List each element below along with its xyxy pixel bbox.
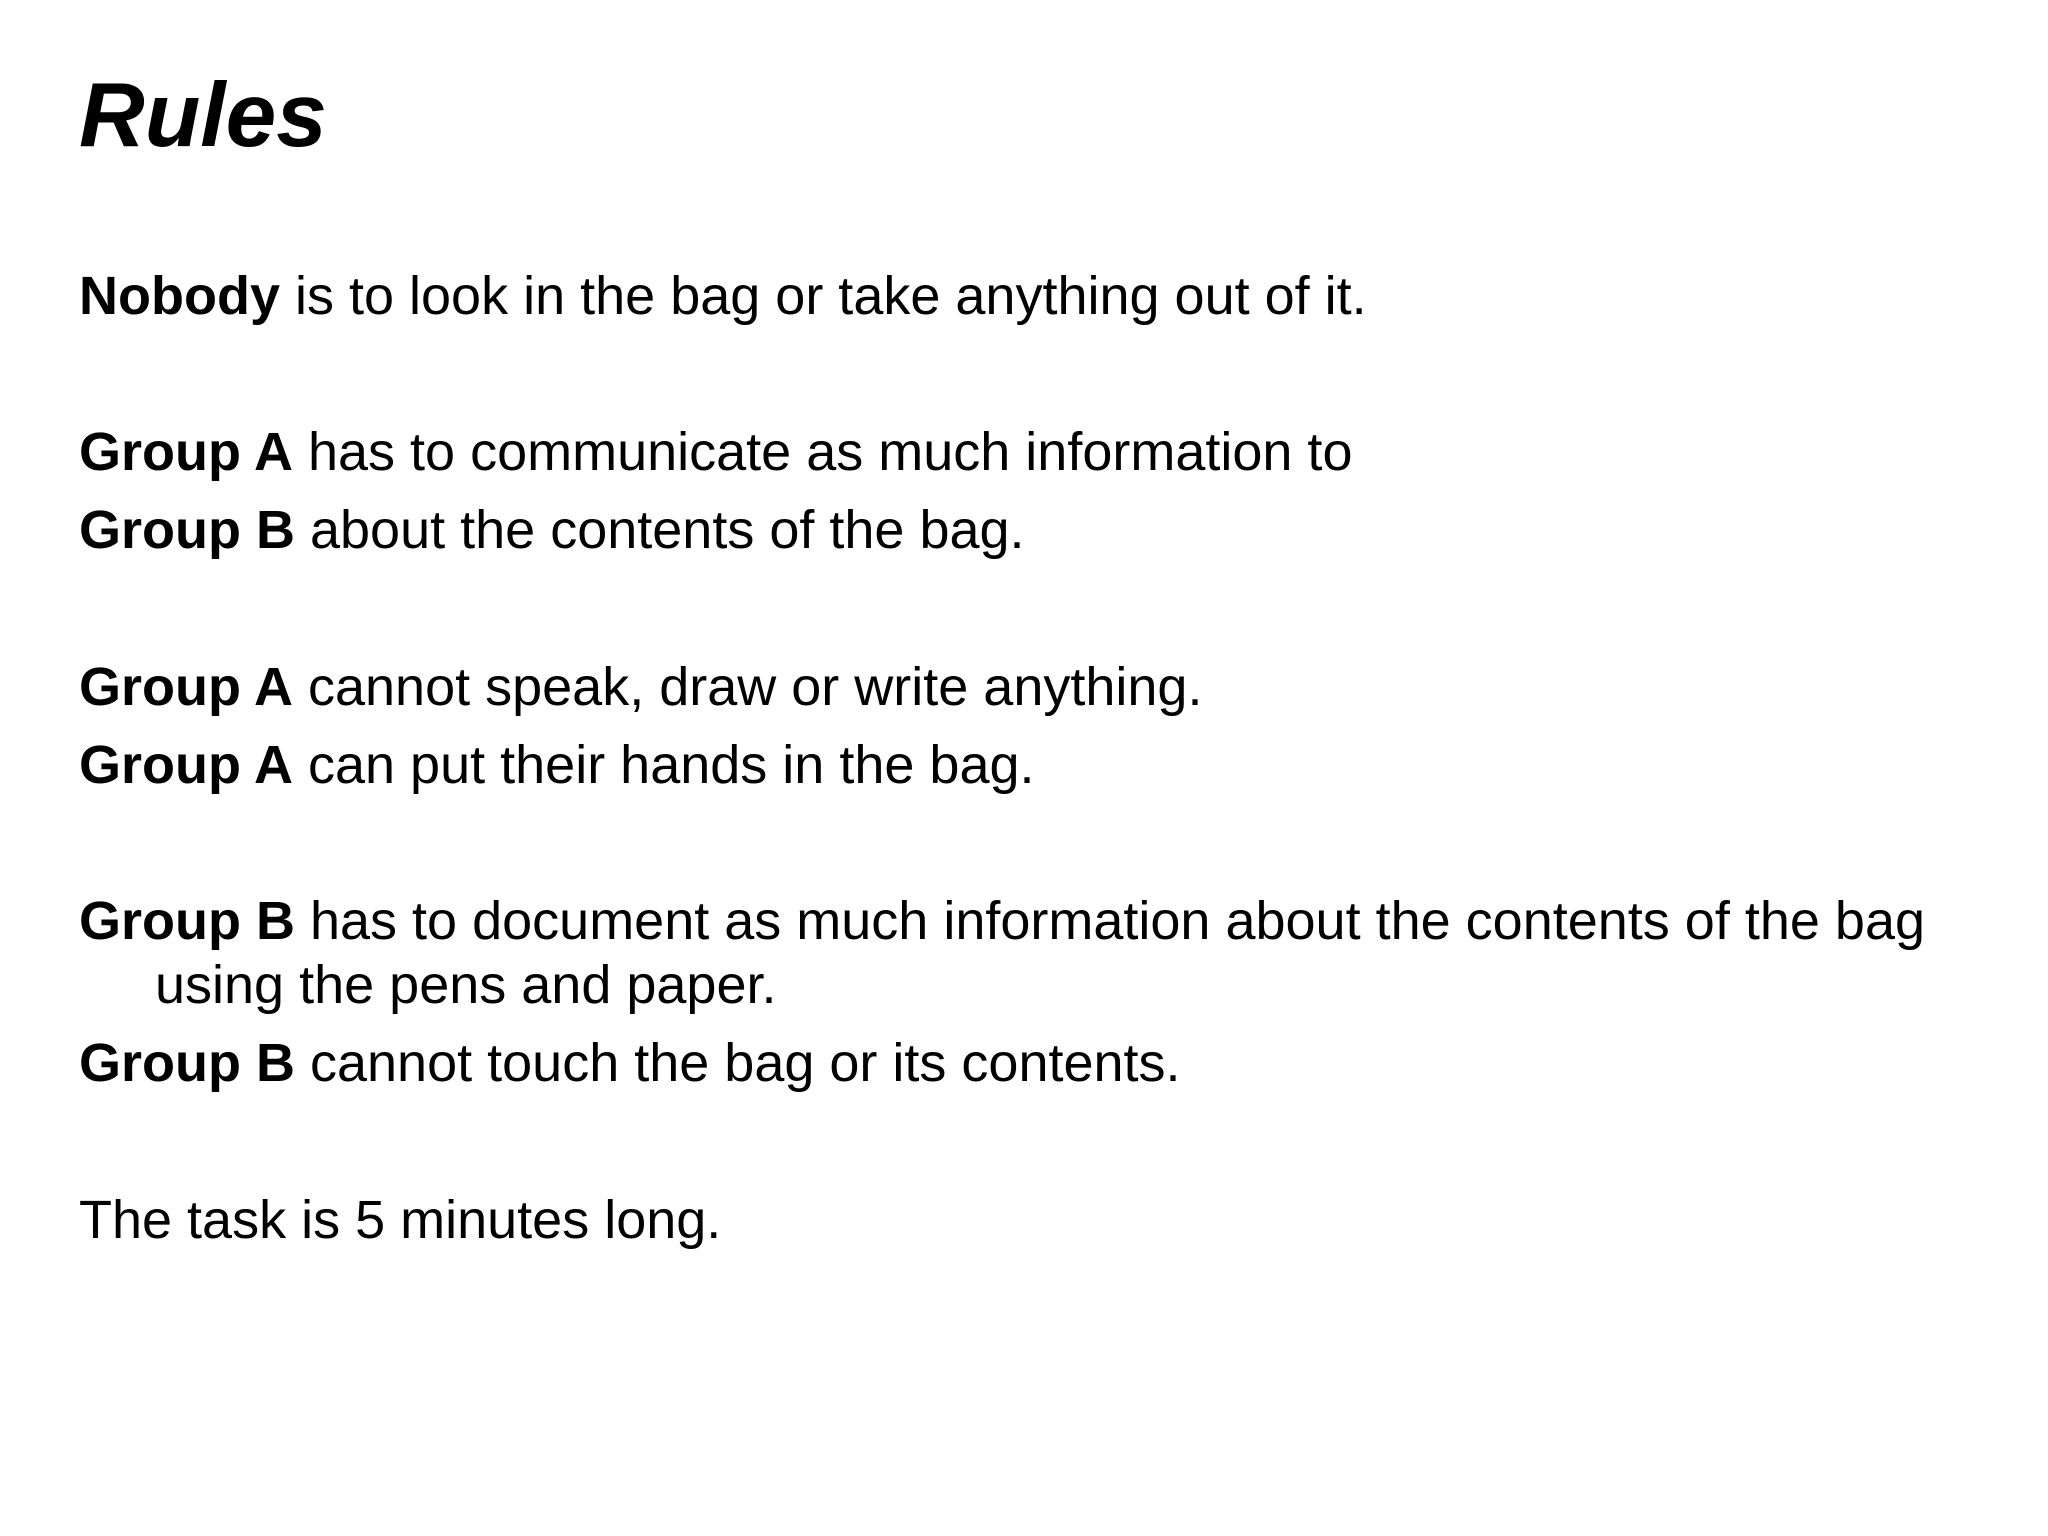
rule-text: has to document as much information about the contents of the bag (294, 891, 1926, 951)
rule-line-group-b-contents (79, 498, 1025, 562)
rule-subject: Group A (79, 735, 293, 795)
rule-text: has to communicate as much information to (292, 422, 1353, 482)
rule-line-group-a-cannot-speak (79, 655, 1202, 719)
rule-line-group-a-communicate (79, 420, 1352, 484)
rule-subject: Group B (79, 1033, 295, 1093)
rule-subject: Group B (79, 891, 295, 951)
rule-text: using the pens and paper. (155, 955, 777, 1015)
slide-title: Rules (79, 65, 327, 166)
rule-text: can put their hands in the bag. (292, 735, 1035, 795)
rule-subject: Nobody (79, 266, 280, 326)
rule-text: cannot touch the bag or its contents. (294, 1033, 1181, 1093)
rule-subject: Group B (79, 500, 295, 560)
rule-line-group-b-cannot-touch (79, 1031, 1181, 1095)
rule-text: cannot speak, draw or write anything. (292, 657, 1203, 717)
rule-subject: Group A (79, 422, 293, 482)
rule-line-group-b-document (79, 889, 1925, 953)
rule-line-continuation (155, 953, 777, 1017)
rule-subject: Group A (79, 657, 293, 717)
rule-line-duration (79, 1188, 721, 1252)
rule-line-nobody (79, 264, 1367, 328)
rule-text: is to look in the bag or take anything out of it. (279, 266, 1367, 326)
rule-line-group-a-hands (79, 733, 1035, 797)
rule-text: about the contents of the bag. (294, 500, 1025, 560)
rule-text: The task is 5 minutes long. (79, 1190, 722, 1250)
